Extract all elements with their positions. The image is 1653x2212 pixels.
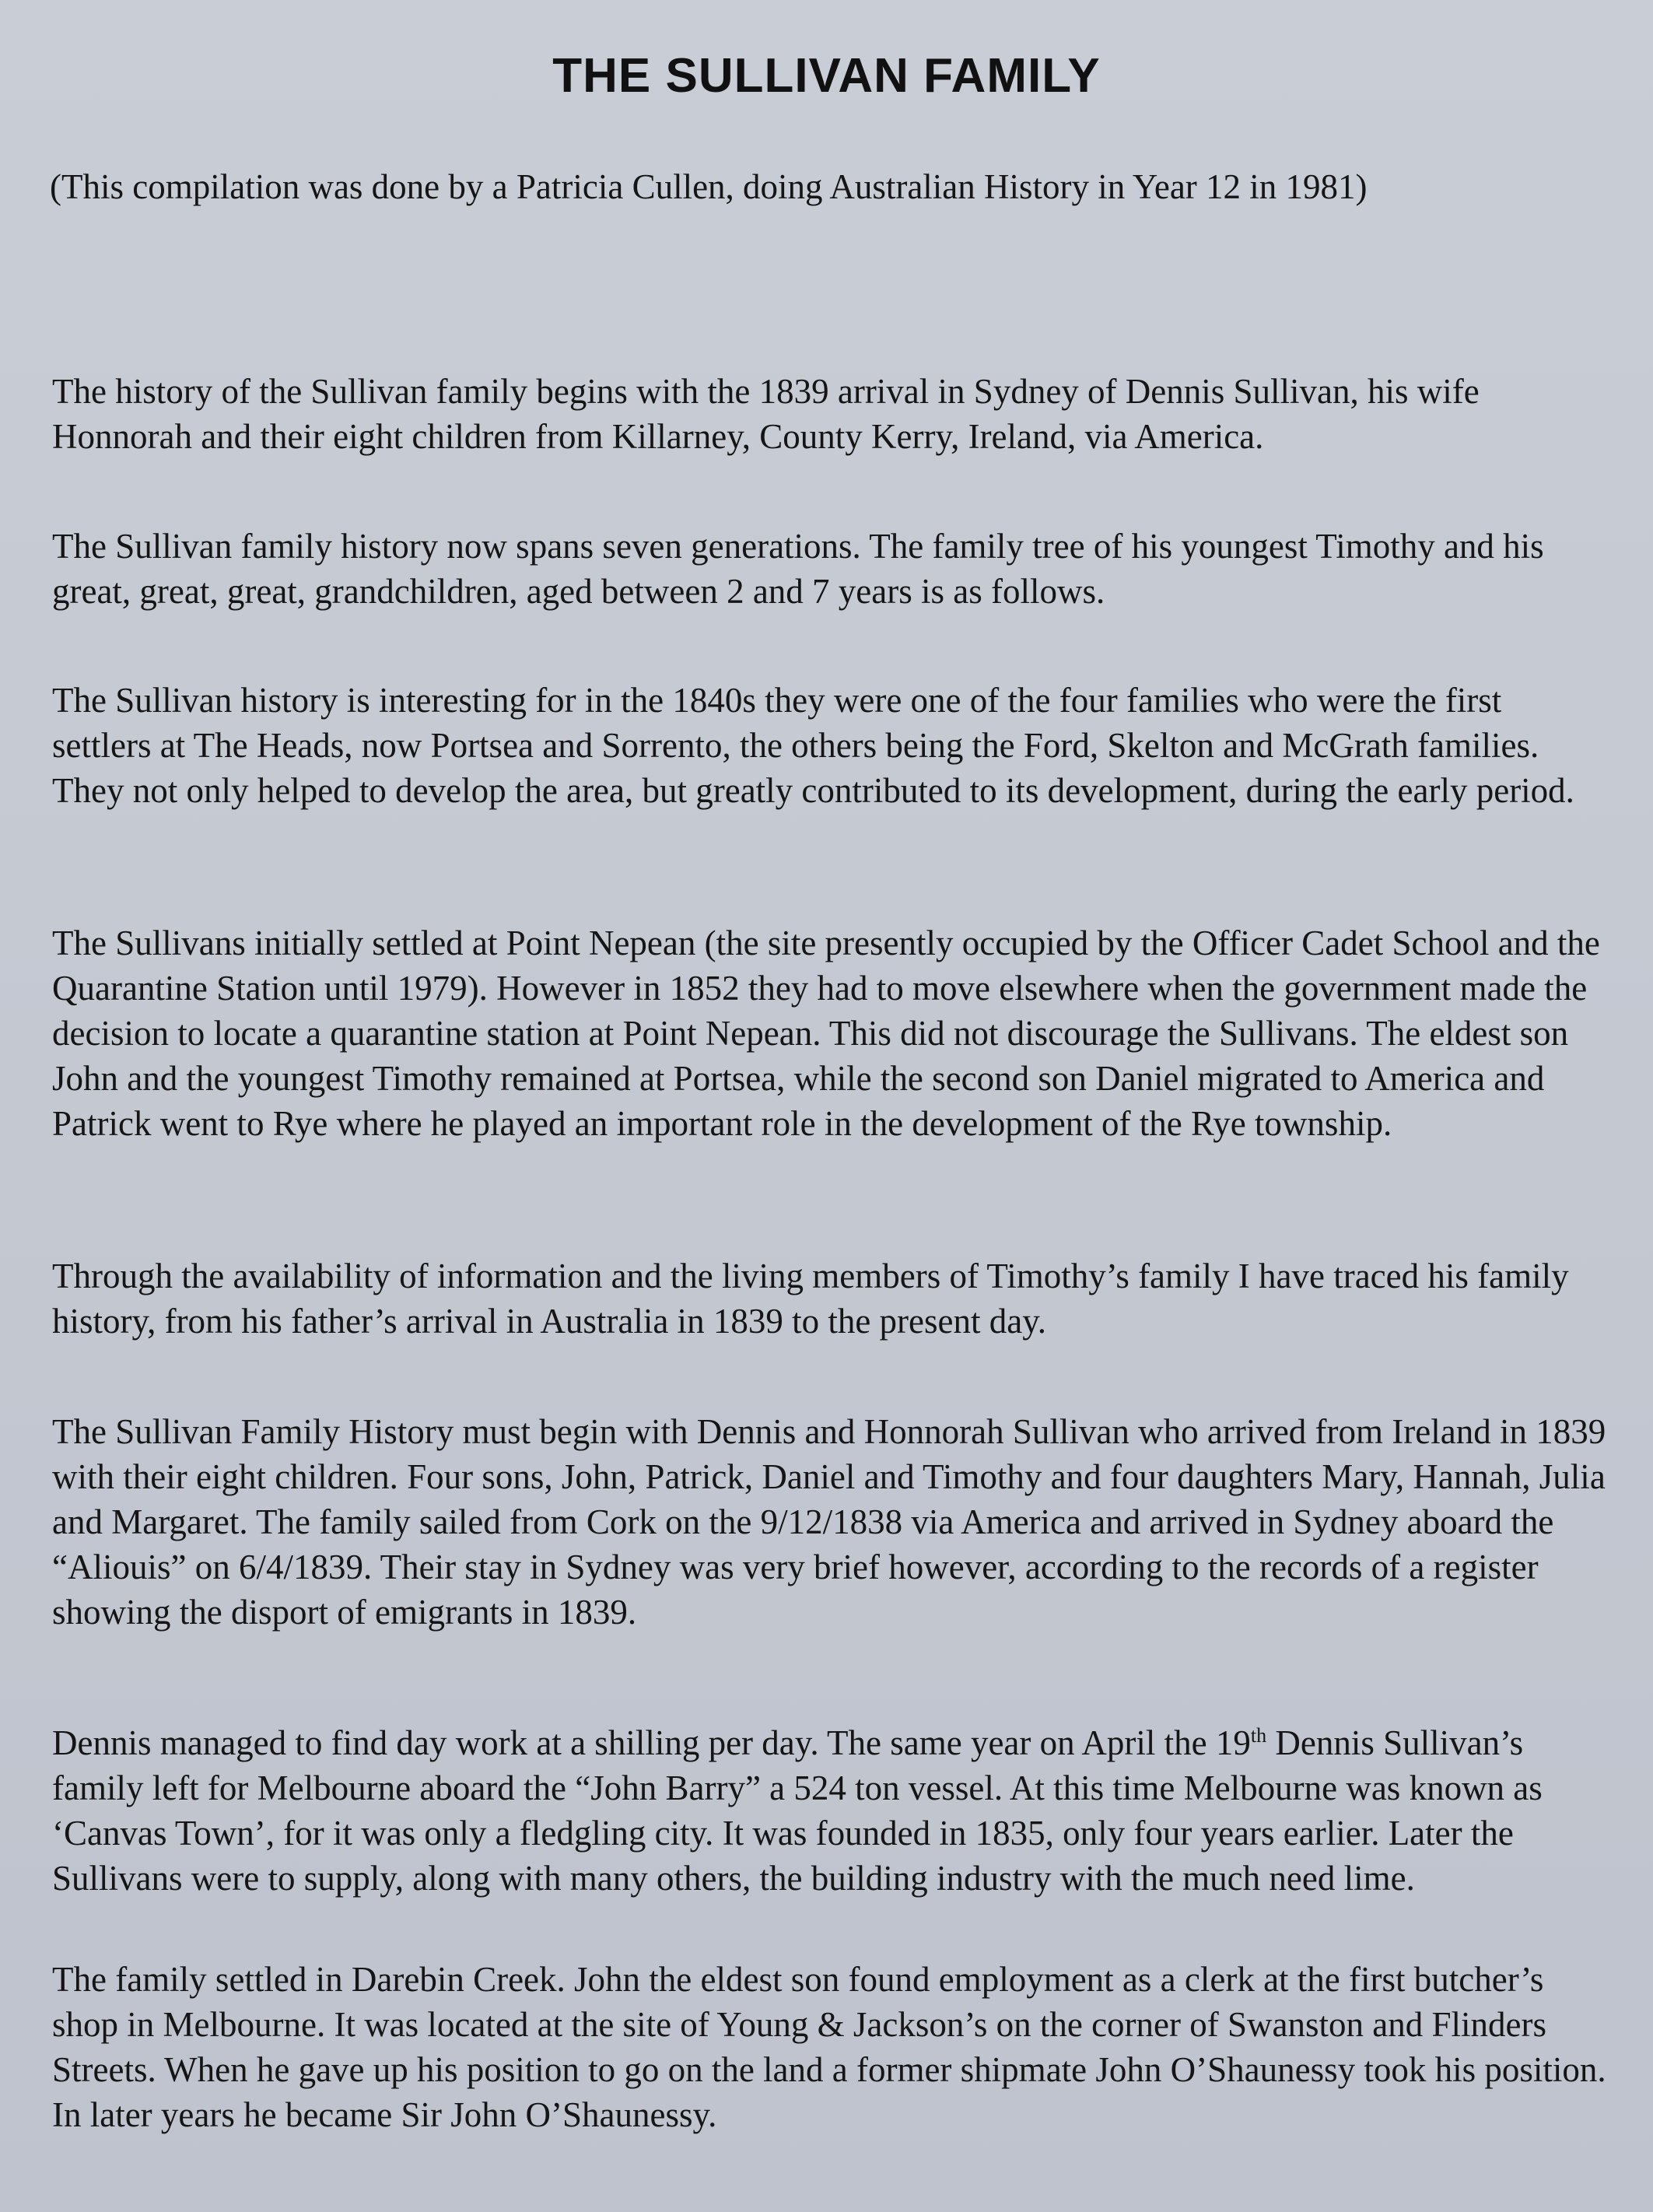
paragraph-melbourne-move [52,1720,1608,1901]
paragraph-point-nepean: The Sullivans initially settled at Point Nepean (the site presently occupied by the Officer Cadet School and the Quarantine Station until 1979). However in 1852 they had to move elsewhere when the government made the decision to locate a quarantine station at Point Nepean. This did not discourage the Sullivans. The eldest son John and the youngest Timothy remained at Portsea, while the second son Daniel migrated to America and Patrick went to Rye where he played an important role in the development of the Rye township. [52,924,1600,1143]
page-title: THE SULLIVAN FAMILY [552,49,1101,103]
paragraph-generations: The Sullivan family history now spans seven generations. The family tree of his youngest Timothy and his great, great, great, grandchildren, aged between 2 and 7 years is as follows. [52,527,1544,611]
paragraph-family-history: The Sullivan Family History must begin with Dennis and Honnorah Sullivan who arrived from Ireland in 1839 with their eight children. Four sons, John, Patrick, Daniel and Timothy and four daughters Mary, Hannah, Julia and Margaret. The family sailed from Cork on the 9/12/1838 via America and arrived in Sydney aboard the “Aliouis” on 6/4/1839. Their stay in Sydney was very brief however, according to the records of a register showing the disport of emigrants in 1839. [52,1412,1606,1632]
ordinal-superscript: th [1250,1724,1267,1747]
paragraph-darebin-creek: The family settled in Darebin Creek. John the eldest son found employment as a clerk at the first butcher’s shop in Melbourne. It was located at the site of Young & Jackson’s on the corner of Swanston and Flinders Streets. When he gave up his position to go on the land a former shipmate John O’Shaunessy took his position. In later years he became Sir John O’Shaunessy. [52,1960,1606,2134]
paragraph-first-settlers: The Sullivan history is interesting for in the 1840s they were one of the four families who were the first settlers at The Heads, now Portsea and Sorrento, the others being the Ford, Skelton and McGrath families. They not only helped to develop the area, but greatly contributed to its development, during the early period. [52,681,1574,810]
paragraph-melbourne-text-end: Dennis Sullivan’s family left for Melbourne aboard the “John Barry” a 524 ton vessel. At this time Melbourne was known as ‘Canvas Town’, for it was only a fledgling city. It was founded in 1835, only four years earlier. Later the Sullivans were to supply, along with many others, the building industry with the much need lime. [52,1723,1543,1898]
paragraph-research: Through the availability of information and the living members of Timothy’s family I have traced his family history, from his father’s arrival in Australia in 1839 to the present day. [52,1257,1569,1341]
paragraph-melbourne-text-start: Dennis managed to find day work at a shilling per day. The same year on April the 19 [52,1723,1251,1762]
compilation-note: (This compilation was done by a Patricia Cullen, doing Australian History in Year 12 in 1981) [50,167,1368,206]
paragraph-arrival: The history of the Sullivan family begins with the 1839 arrival in Sydney of Dennis Sullivan, his wife Honnorah and their eight children from Killarney, County Kerry, Ireland, via America. [52,372,1480,456]
